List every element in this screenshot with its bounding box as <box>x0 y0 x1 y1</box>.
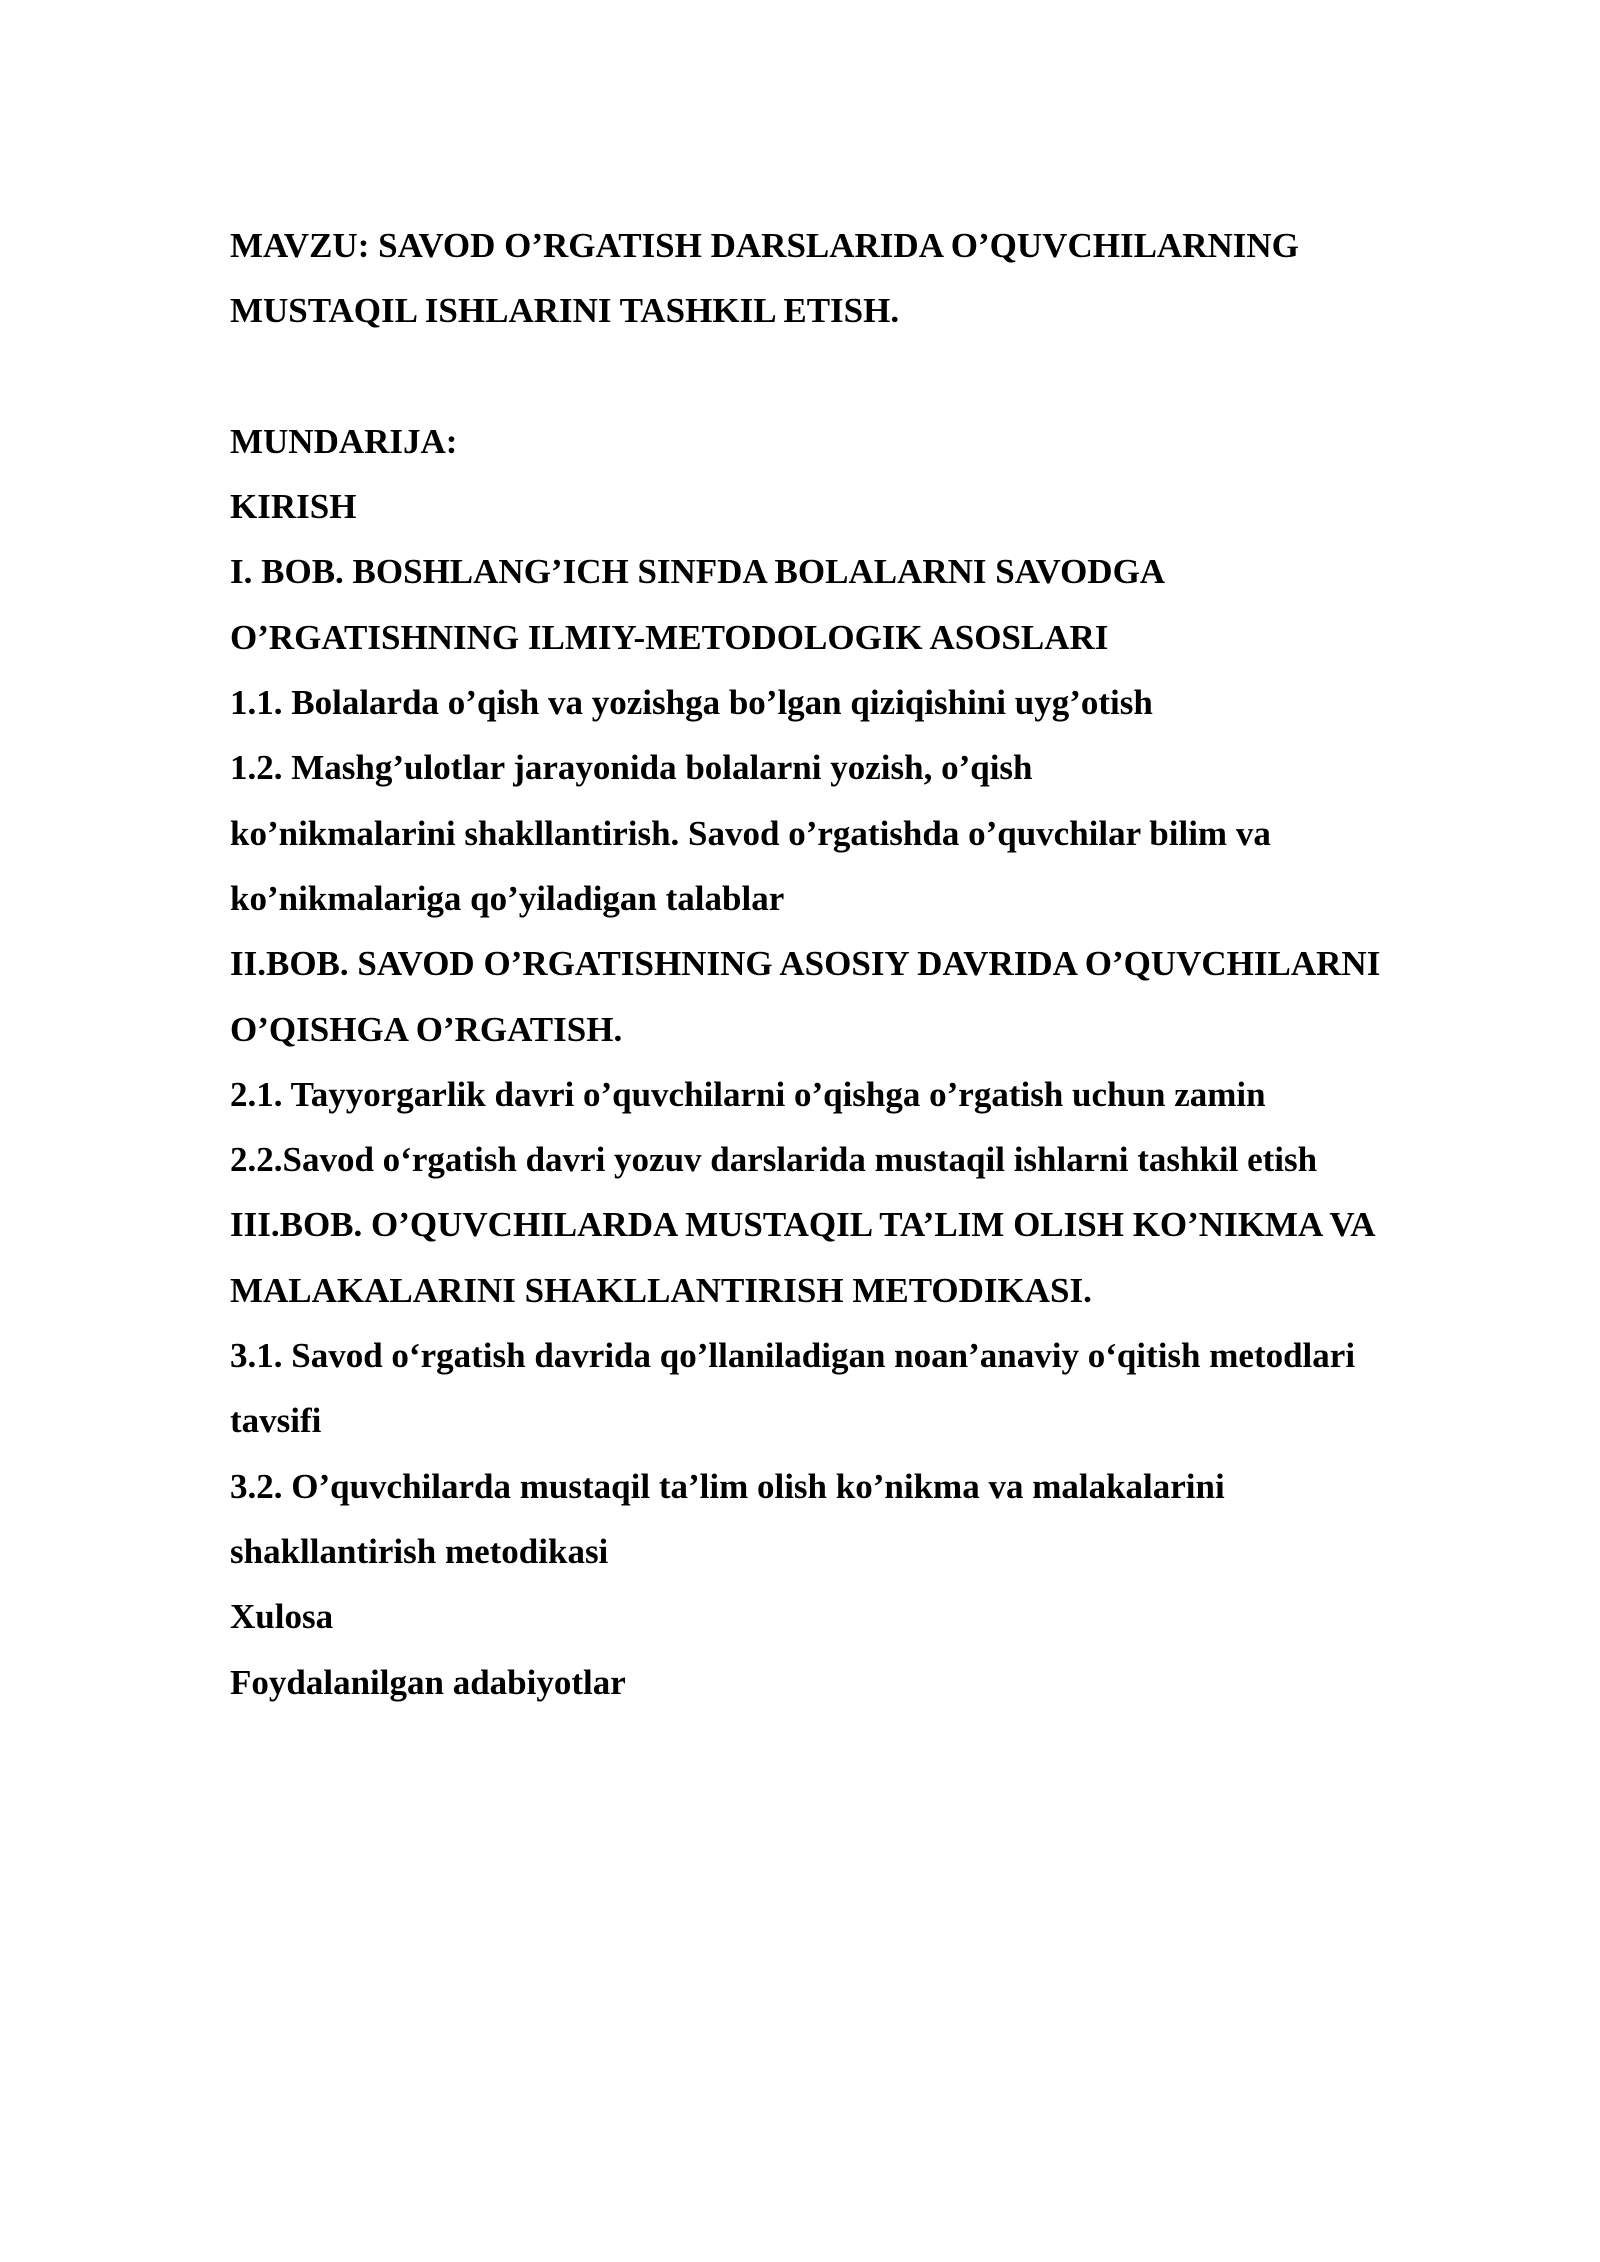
toc-section-3-2-line-2: shakllantirish metodikasi <box>230 1531 609 1571</box>
toc-chapter-3-line-1: III.BOB. O’QUVCHILARDA MUSTAQIL TA’LIM OLISH KO’NIKMA VA <box>230 1205 1376 1245</box>
toc-section-1-2-line-2: ko’nikmalarini shakllantirish. Savod o’rgatishda o’quvchilar bilim va <box>230 813 1271 853</box>
document-body <box>230 213 1530 1715</box>
toc-chapter-1-line-2: O’RGATISHNING ILMIY-METODOLOGIK ASOSLARI <box>230 617 1109 657</box>
toc-chapter-1-line-1: I. BOB. BOSHLANG’ICH SINFDA BOLALARNI SAVODGA <box>230 552 1166 592</box>
toc-conclusion: Xulosa <box>230 1597 334 1637</box>
toc-section-1-1: 1.1. Bolalarda o’qish va yozishga bo’lgan qiziqishini uyg’otish <box>230 683 1153 723</box>
toc-chapter-2-line-2: O’QISHGA O’RGATISH. <box>230 1009 623 1049</box>
toc-section-2-2: 2.2.Savod o‘rgatish davri yozuv darslarida mustaqil ishlarni tashkil etish <box>230 1140 1318 1180</box>
blank-line <box>230 344 1530 409</box>
title-line-1: MAVZU: SAVOD O’RGATISH DARSLARIDA O’QUVCHILARNING <box>230 226 1299 265</box>
toc-chapter-2-line-1: II.BOB. SAVOD O’RGATISHNING ASOSIY DAVRIDA O’QUVCHILARNI <box>230 944 1381 984</box>
contents-heading: MUNDARIJA: <box>230 421 458 461</box>
toc-references: Foydalanilgan adabiyotlar <box>230 1662 626 1702</box>
toc-section-3-1-line-2: tavsifi <box>230 1401 322 1441</box>
toc-section-3-1-line-1: 3.1. Savod o‘rgatish davrida qo’llaniladigan noan’anaviy o‘qitish metodlari <box>230 1336 1356 1376</box>
toc-section-1-2-line-1: 1.2. Mashg’ulotlar jarayonida bolalarni yozish, o’qish <box>230 748 1033 788</box>
toc-introduction: KIRISH <box>230 487 357 527</box>
toc-section-2-1: 2.1. Tayyorgarlik davri o’quvchilarni o’qishga o’rgatish uchun zamin <box>230 1074 1266 1114</box>
toc-section-3-2-line-1: 3.2. O’quvchilarda mustaqil ta’lim olish ko’nikma va malakalarini <box>230 1466 1225 1506</box>
toc-chapter-3-line-2: MALAKALARINI SHAKLLANTIRISH METODIKASI. <box>230 1270 1092 1310</box>
toc-section-1-2-line-3: ko’nikmalariga qo’yiladigan talablar <box>230 878 785 918</box>
title-line-2: MUSTAQIL ISHLARINI TASHKIL ETISH. <box>230 291 900 331</box>
